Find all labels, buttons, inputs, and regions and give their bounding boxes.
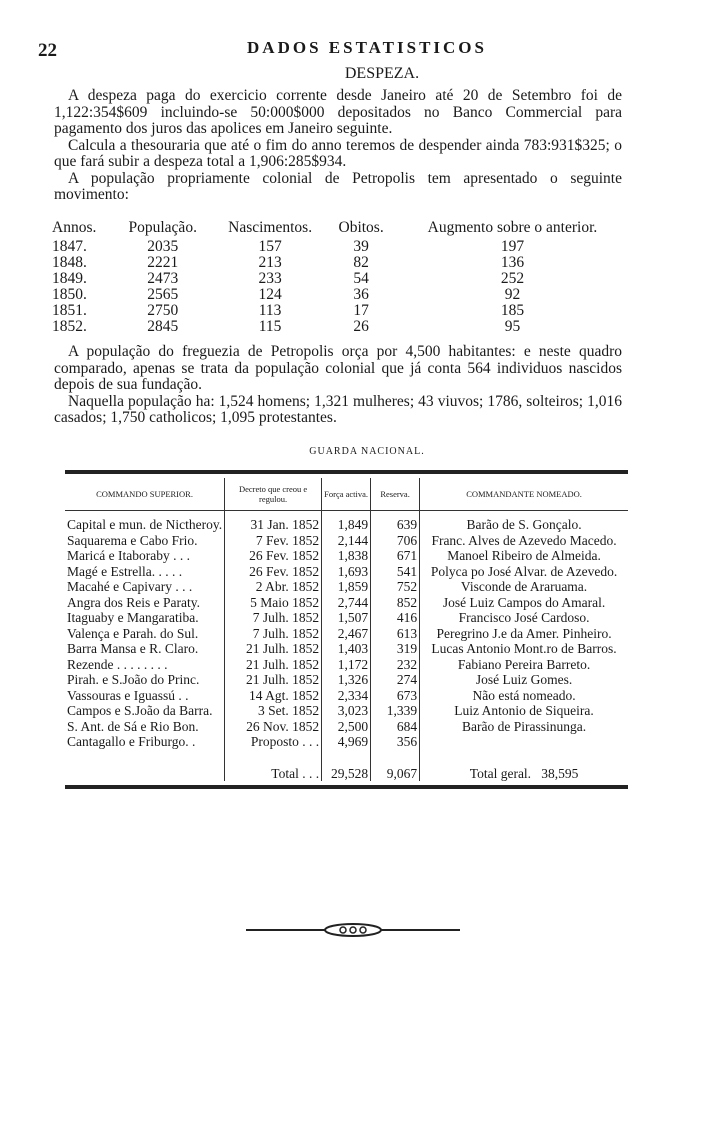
table-cell: Angra dos Reis e Paraty. [67, 594, 200, 610]
table-cell: 95 [504, 318, 521, 335]
total-row [65, 750, 628, 782]
table-cell: 613 [371, 626, 420, 642]
table-cell: 17 [353, 302, 369, 319]
table-cell: Rezende . . . . . . . . [67, 656, 168, 672]
table-cell: Saquarema e Cabo Frio. [67, 532, 198, 548]
table-row [52, 319, 632, 335]
table-row [65, 703, 628, 719]
table-cell: 319 [371, 641, 420, 657]
table-cell: S. Ant. de Sá e Rio Bon. [67, 718, 199, 734]
table-row [65, 688, 628, 704]
column-header: População. [128, 219, 197, 236]
table-cell: 2845 [147, 318, 179, 335]
table-cell: 113 [258, 302, 282, 319]
table-cell: 1851. [52, 302, 87, 319]
table-cell: 1,849 [322, 511, 371, 533]
table-cell: 2,744 [322, 595, 371, 611]
table-cell: 26 Fev. 1852 [225, 548, 322, 564]
table-cell: 2 Abr. 1852 [225, 579, 322, 595]
total-label: Total . . . [225, 750, 322, 782]
table-cell: Barão de S. Gonçalo. [420, 511, 628, 533]
table-cell: 26 [353, 318, 369, 335]
table-row [65, 595, 628, 611]
table-cell: 7 Julh. 1852 [225, 610, 322, 626]
table-cell: 21 Julh. 1852 [225, 657, 322, 673]
column-header: Nascimentos. [228, 219, 313, 236]
table-cell: José Luiz Campos do Amaral. [420, 595, 628, 611]
table-row [65, 533, 628, 549]
table-cell: 7 Fev. 1852 [225, 533, 322, 549]
table-cell: Barão de Pirassinunga. [420, 719, 628, 735]
table-cell: Peregrino J.e da Amer. Pinheiro. [420, 626, 628, 642]
table-cell: 252 [500, 270, 525, 287]
table-cell: 416 [371, 610, 420, 626]
paragraph: Naquella população ha: 1,524 homens; 1,321 mulheres; 43 viuvos; 1786, solteiros; 1,016 casados; 1,750 catholicos; 1,095 protestantes. [54, 392, 622, 426]
table-cell: 232 [371, 657, 420, 673]
table-cell: 233 [258, 270, 282, 287]
bottom-rule [65, 785, 628, 789]
table-cell: Francisco José Cardoso. [420, 610, 628, 626]
table-cell: 1847. [52, 238, 87, 255]
table-row [65, 641, 628, 657]
section-title: DESPEZA. [344, 65, 420, 82]
table-cell: Manoel Ribeiro de Almeida. [420, 548, 628, 564]
table-cell: 1,326 [322, 672, 371, 688]
column-header: COMMANDO SUPERIOR. [65, 478, 225, 511]
guard-table [65, 478, 628, 781]
table-cell: 136 [500, 254, 525, 271]
table-cell: 1,838 [322, 548, 371, 564]
table-cell: 1852. [52, 318, 87, 335]
table-row [65, 511, 628, 533]
column-header: Obitos. [338, 219, 384, 236]
table-cell: 541 [371, 564, 420, 580]
table-cell: 356 [371, 734, 420, 750]
table-cell: 7 Julh. 1852 [225, 626, 322, 642]
table-cell: 4,969 [322, 734, 371, 750]
column-header: Reserva. [371, 478, 420, 511]
table-cell: 2750 [147, 302, 179, 319]
table-cell: 21 Julh. 1852 [225, 672, 322, 688]
table-cell: 1,403 [322, 641, 371, 657]
table-cell: Vassouras e Iguassú . . [67, 687, 189, 703]
table-cell: 1850. [52, 286, 87, 303]
table-cell: Pirah. e S.João do Princ. [67, 672, 200, 687]
table-cell: 39 [353, 238, 369, 255]
table-cell: 5 Maio 1852 [225, 595, 322, 611]
paragraph: A população propriamente colonial de Petropolis tem apresentado o seguinte movimento: [54, 169, 622, 203]
table-cell: 26 Fev. 1852 [225, 564, 322, 580]
table-cell: 92 [504, 286, 521, 303]
table-cell: 2,144 [322, 533, 371, 549]
table-cell: 26 Nov. 1852 [225, 719, 322, 735]
table-cell: 1849. [52, 270, 87, 287]
table-cell: 157 [258, 238, 282, 255]
table-row [52, 287, 632, 303]
population-text [54, 344, 622, 427]
table-cell: 2221 [147, 254, 179, 271]
column-header: COMMANDANTE NOMEADO. [420, 478, 628, 511]
table-cell: 14 Agt. 1852 [225, 688, 322, 704]
page-number: 22 [38, 40, 57, 61]
ornament-divider-icon [246, 922, 460, 938]
table-cell: Visconde de Araruama. [420, 579, 628, 595]
total-geral: Total geral. 38,595 [420, 750, 628, 782]
total-activa: 29,528 [322, 750, 371, 782]
column-header: Augmento sobre o anterior. [427, 219, 598, 236]
table-cell: 2,334 [322, 688, 371, 704]
table-row [65, 626, 628, 642]
table-cell: 197 [500, 238, 525, 255]
table-cell [420, 734, 628, 750]
table-cell: Macahé e Capivary . . . [67, 579, 193, 594]
table-cell: 752 [371, 579, 420, 595]
table-row [65, 610, 628, 626]
table-cell: 1,339 [371, 703, 420, 719]
table-cell: 2565 [147, 286, 179, 303]
table-row [65, 657, 628, 673]
table-cell: Fabiano Pereira Barreto. [420, 657, 628, 673]
table-cell: 54 [353, 270, 369, 287]
population-table [52, 220, 632, 335]
table-cell: 124 [258, 286, 282, 303]
table-cell: 213 [258, 254, 282, 271]
table-cell: 3,023 [322, 703, 371, 719]
despeza-text [54, 88, 622, 204]
table-cell: 852 [371, 595, 420, 611]
table-cell: 1,172 [322, 657, 371, 673]
table-cell: 82 [353, 254, 369, 271]
table-cell: Barra Mansa e R. Claro. [67, 641, 199, 656]
table-cell: 1848. [52, 254, 87, 271]
table-cell: 671 [371, 548, 420, 564]
table-cell: 2,500 [322, 719, 371, 735]
table-cell: Lucas Antonio Mont.ro de Barros. [420, 641, 628, 657]
table-cell: José Luiz Gomes. [420, 672, 628, 688]
table-cell: 1,507 [322, 610, 371, 626]
table-cell: 1,859 [322, 579, 371, 595]
table-cell: Itaguaby e Mangaratiba. [67, 610, 199, 625]
paragraph: A população do freguezia de Petropolis orça por 4,500 habitantes: e neste quadro comparado, apenas se trata da população colonial que já conta 564 individuos nascidos depois de sua fundação. [54, 343, 622, 393]
paragraph: Calcula a thesouraria que até o fim do anno teremos de despender ainda 783:931$325; o que fará subir a despeza total a 1,906:285$934. [54, 136, 622, 170]
table-cell: Campos e S.João da Barra. [67, 703, 213, 718]
table-cell: Maricá e Itaboraby . . . [67, 548, 190, 563]
table-cell: 639 [371, 511, 420, 533]
table-row [65, 734, 628, 750]
table-row [65, 564, 628, 580]
table-cell: Franc. Alves de Azevedo Macedo. [420, 533, 628, 549]
table-row [65, 579, 628, 595]
table-cell: 31 Jan. 1852 [225, 511, 322, 533]
running-header: DADOS ESTATISTICOS [247, 38, 487, 57]
table-cell: 21 Julh. 1852 [225, 641, 322, 657]
table-row [52, 271, 632, 287]
table-cell: Capital e mun. de Nictheroy. [67, 517, 223, 532]
column-header: Decreto que creou e regulou. [225, 478, 322, 511]
table-cell: Magé e Estrella. . . . . [67, 563, 183, 579]
table-cell: Proposto . . . [225, 734, 322, 750]
table-cell: Cantagallo e Friburgo. . [67, 734, 196, 749]
table-row [52, 239, 632, 255]
table-row [65, 719, 628, 735]
column-header: Annos. [52, 219, 97, 236]
table-cell: 274 [371, 672, 420, 688]
table-cell: 684 [371, 719, 420, 735]
top-rule [65, 470, 628, 474]
table-row [52, 255, 632, 271]
total-reserva: 9,067 [371, 750, 420, 782]
table-cell: 2473 [147, 270, 179, 287]
table-cell: 115 [258, 318, 282, 335]
table-row [52, 303, 632, 319]
table-cell: Não está nomeado. [420, 688, 628, 704]
table-cell: 185 [500, 302, 525, 319]
column-header: Força activa. [322, 478, 371, 511]
table-cell: 706 [371, 533, 420, 549]
table-row [65, 548, 628, 564]
guard-title: GUARDA NACIONAL. [309, 446, 425, 457]
table-cell: 3 Set. 1852 [225, 703, 322, 719]
table-cell: 1,693 [322, 564, 371, 580]
table-cell: 673 [371, 688, 420, 704]
table-row [65, 672, 628, 688]
table-cell: 2,467 [322, 626, 371, 642]
table-cell: 2035 [147, 238, 179, 255]
table-cell: Polyca po José Alvar. de Azevedo. [420, 564, 628, 580]
paragraph: A despeza paga do exercicio corrente desde Janeiro até 20 de Setembro foi de 1,122:354$609 incluindo-se 50:000$000 depositados no Banco Commercial para pagamento dos juros das apolices em Janeiro seguinte. [54, 87, 622, 137]
table-cell: 36 [353, 286, 369, 303]
table-cell: Luiz Antonio de Siqueira. [420, 703, 628, 719]
table-cell: Valença e Parah. do Sul. [67, 625, 199, 641]
